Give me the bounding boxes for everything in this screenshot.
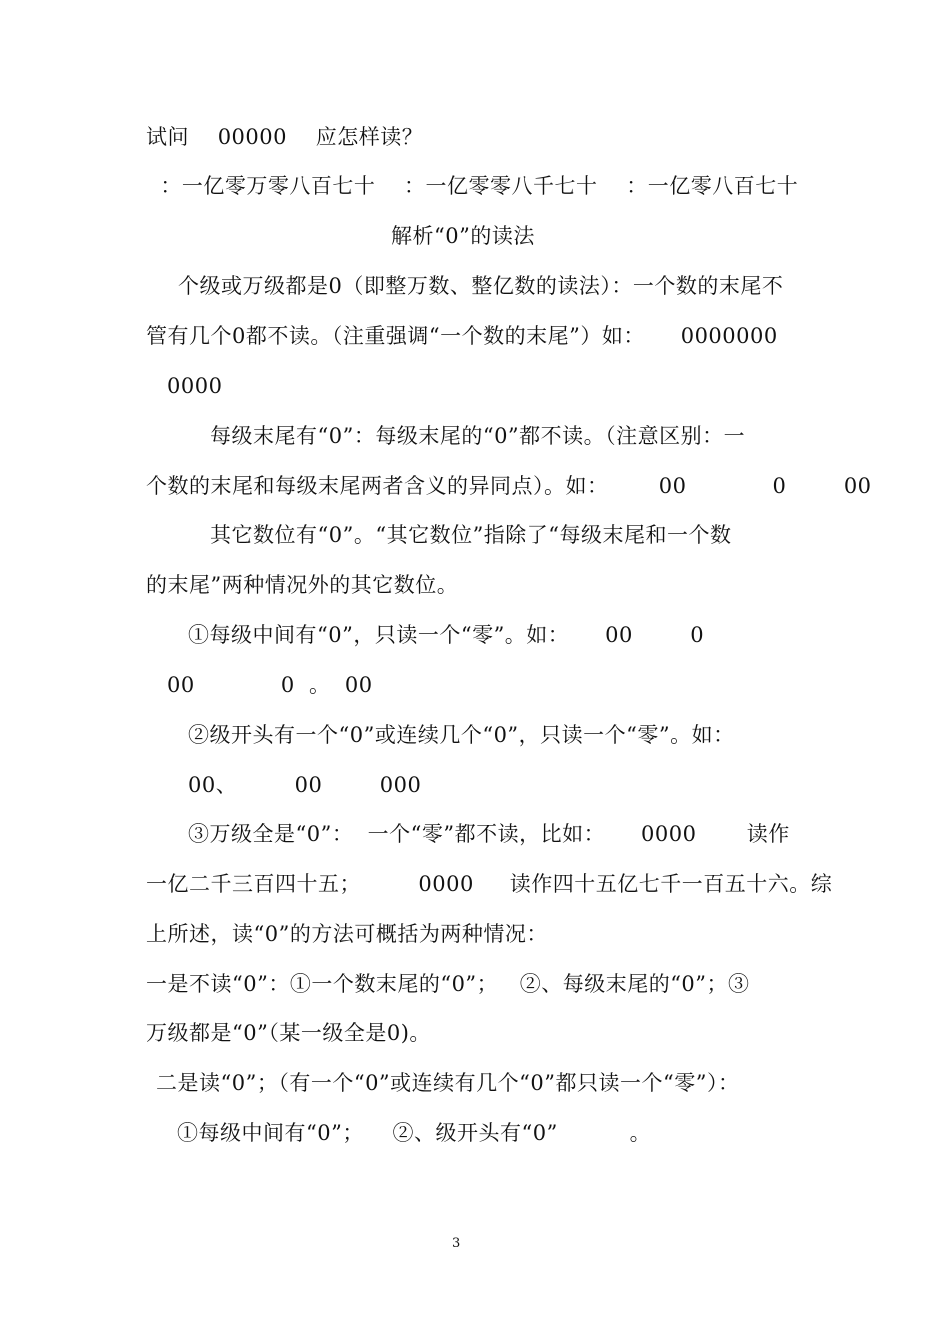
text-line-20: 二是读“0”；（有一个“0”或连续有几个“0”都只读一个“零”）： [156,1071,740,1095]
text-line-6: 0000 [167,374,223,398]
text-line-8: 个数的末尾和每级末尾两者含义的异同点）。如： 00 0 00 [146,474,872,498]
text-line-12: 00 0 。 00 [167,673,373,697]
text-line-10: 的末尾”两种情况外的其它数位。 [146,573,459,597]
text-line-2: ：一亿零万零八百七十 ：一亿零零八千七十 ：一亿零八百七十 [146,174,799,198]
text-line-11: ①每级中间有“0”，只读一个“零”。如： 00 0 [188,623,705,647]
text-line-4: 个级或万级都是0（即整万数、整亿数的读法）：一个数的末尾不 [178,274,784,298]
page-number: 3 [452,1236,461,1251]
text-line-5: 管有几个0都不读。（注重强调“一个数的末尾”）如： 0000000 [146,324,778,348]
text-line-15: ③万级全是“0”： 一个“零”都不读，比如： 0000 读作 [188,822,790,846]
text-line-7: 每级末尾有“0”：每级末尾的“0”都不读。（注意区别：一 [210,424,746,448]
text-line-17: 上所述，读“0”的方法可概括为两种情况： [146,922,548,946]
text-line-19: 万级都是“0”（某一级全是0)。 [146,1021,431,1045]
text-line-21: ①每级中间有“0”； ②、级开头有“0” 。 [177,1121,652,1145]
text-line-13: ②级开头有一个“0”或连续几个“0”，只读一个“零”。如： [188,723,735,747]
text-line-14: 00、 00 000 [188,773,422,797]
text-line-9: 其它数位有“0”。“其它数位”指除了“每级末尾和一个数 [210,523,732,547]
text-line-1: 试问 00000 应怎样读？ [146,125,424,149]
text-line-16: 一亿二千三百四十五； 0000 读作四十五亿七千一百五十六。综 [146,872,833,896]
text-line-18: 一是不读“0”：①一个数末尾的“0”； ②、每级末尾的“0”；③ [146,972,750,996]
section-title: 解析“0”的读法 [391,224,535,248]
